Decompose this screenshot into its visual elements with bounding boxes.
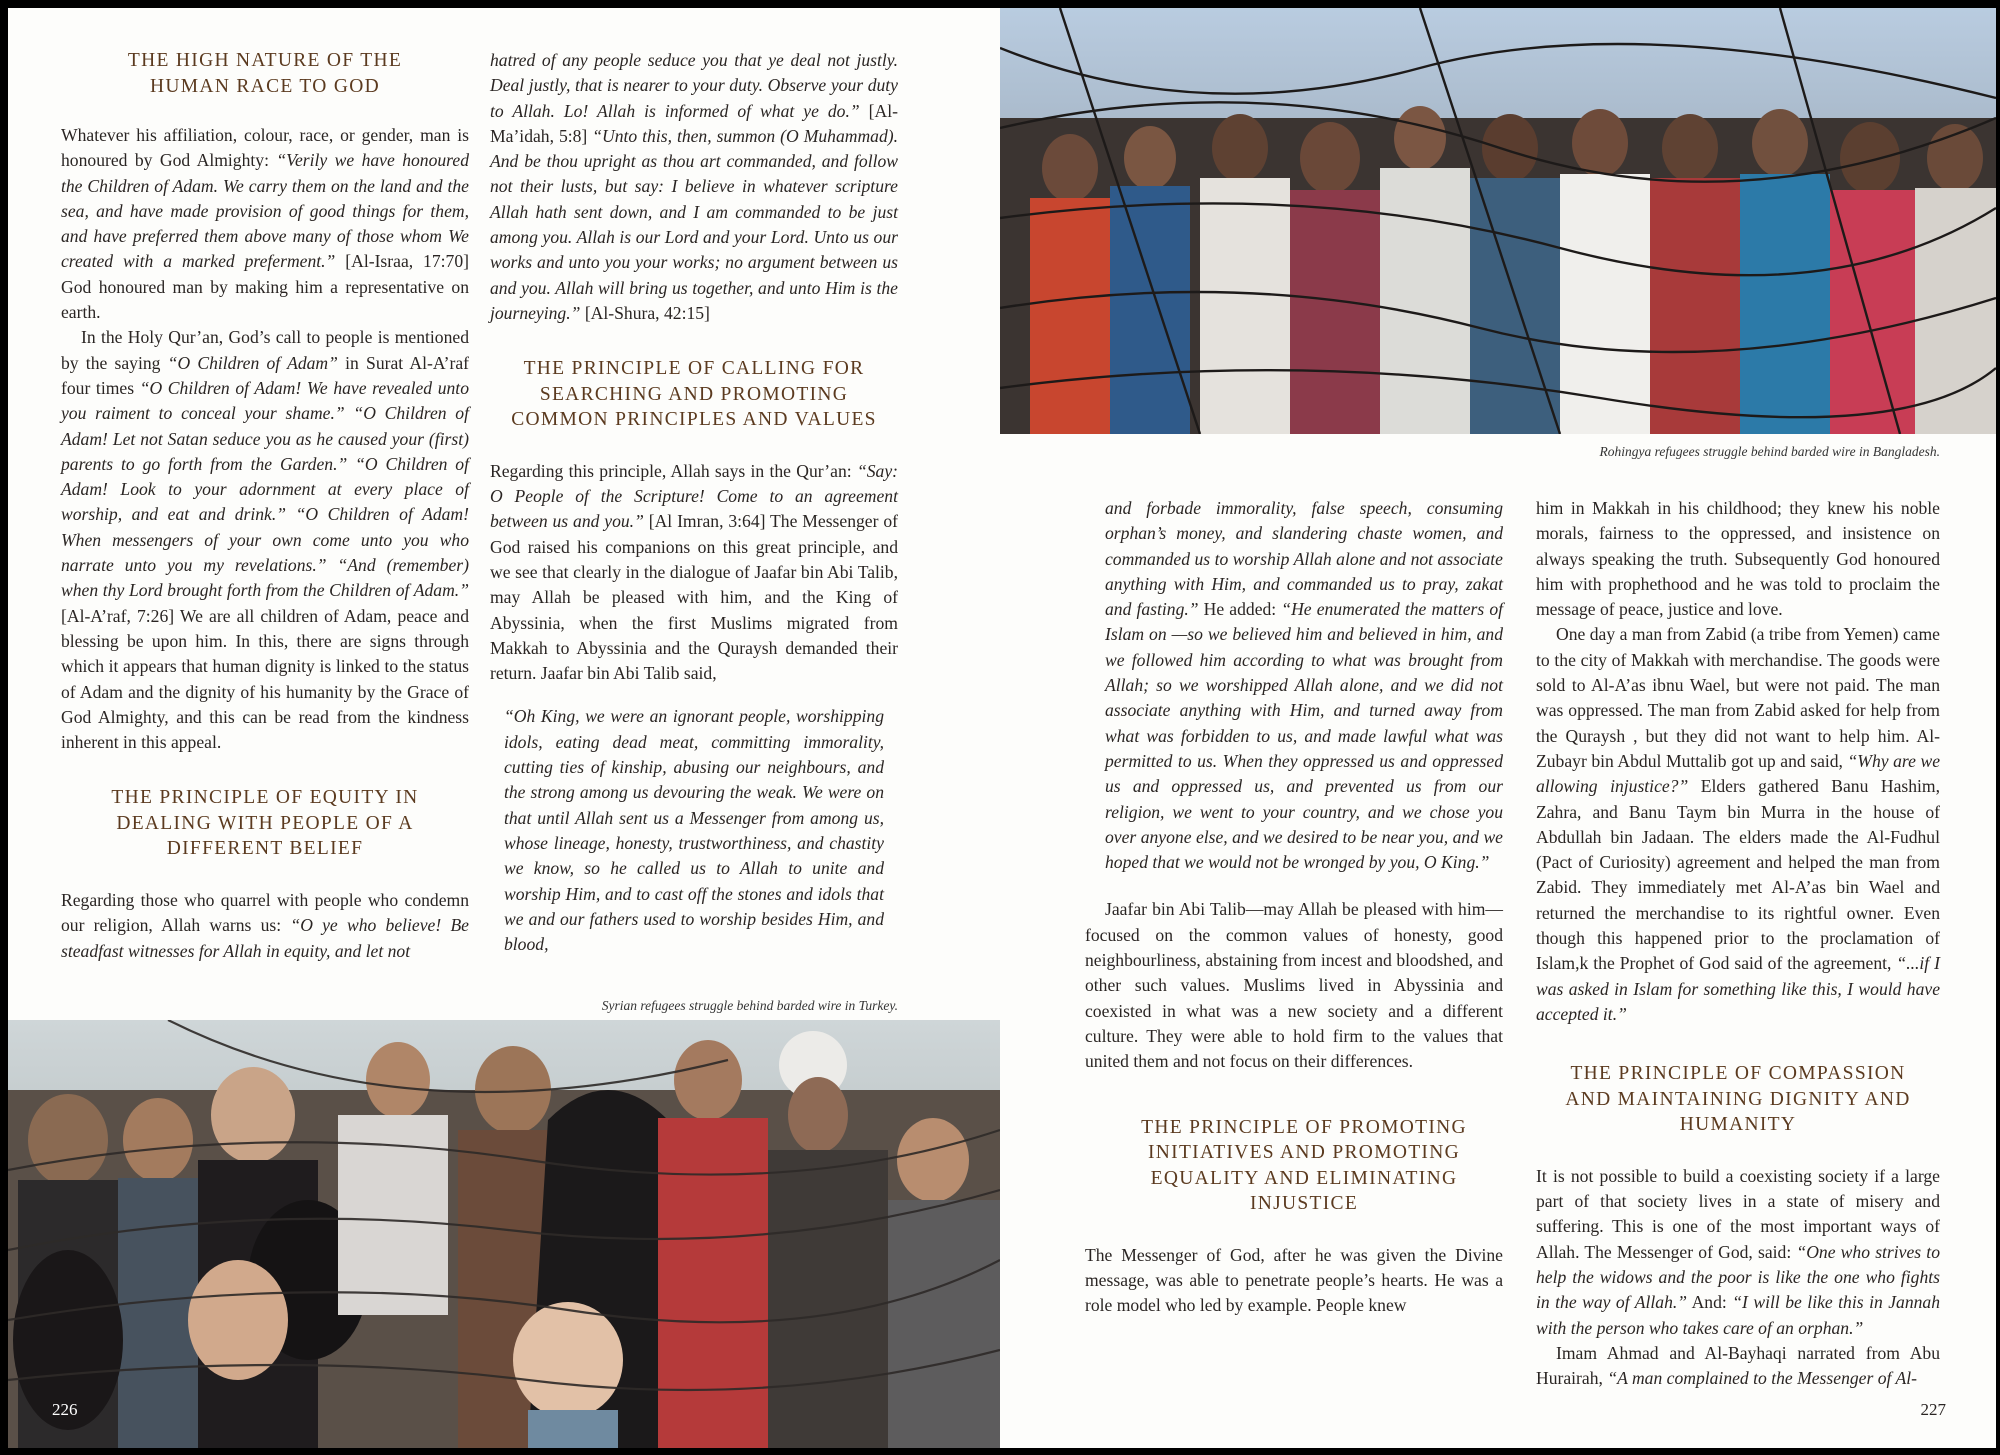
quran-quote: “O Children of Adam! We have revealed unto you raiment to conceal your shame.” “O Children of Adam! Let not Satan seduce you as he caused your (first) parents to go forth from the Garden.” “O Children of Adam! Look to your adornment at every place of worship, and eat and drink.” “O Children of Adam! When messengers of your own come unto you who narrate unto you my revelations.” “And (remember) when thy Lord brought forth from the Children of Adam.” (61, 377, 469, 601)
block-quote: “Oh King, we were an ignorant people, worshipping idols, eating dead meat, committing immorality, cutting ties of kinship, abusing our neighbours, and the strong among us devouring the weak. We were on that until Allah sent us a Messenger from among us, whose lineage, honesty, trustworthiness, and chastity we know, so he called us to Allah to unite and worship Him, and to cast off the stones and idols that we and our fathers used to worship besides Him, and blood, (504, 706, 884, 955)
quote-text: “A man complained to the Messenger of Al- (1607, 1368, 1917, 1389)
paragraph: Jaafar bin Abi Talib—may Allah be pleased with him—focused on the common values of honesty, good neighbourliness, abstaining from incest and bloodshed, and other such values. Muslims lived in Abyssinia and coexisted in what was a new society and a different culture. They were able to hold firm to the values that united them and not focus on their differences. (1085, 899, 1503, 1072)
paragraph-text: He added: (1198, 599, 1282, 620)
quote-text: “...if I was asked in Islam for something like this, I would have accepted it.” (1536, 953, 1940, 1024)
paragraph-text: [Al Imran, 3:64] The Messenger of God raised his companions on this great principle, and we see that clearly in the dialogue of Jaafar bin Abi Talib, may Allah be pleased with him, and the King of Abyssinia, when the first Muslims migrated from Makkah to Abyssinia and the Quraysh demanded their return. Jaafar bin Abi Talib said, (490, 511, 898, 684)
paragraph (490, 459, 898, 687)
paragraph-text: In the Holy Qur’an, God’s call to people is mentioned by the saying (61, 327, 469, 373)
right-page (1000, 8, 1996, 1448)
paragraph (61, 325, 469, 755)
quran-quote: “O Children of Adam” (167, 352, 338, 373)
paragraph (1105, 496, 1503, 875)
refugees-photo-bangladesh (1000, 8, 1996, 434)
paragraph-text: And: (1687, 1292, 1733, 1313)
quote-text: “He enumerated the matters of Islam on —so we believed him and believed in him, and we followed him according to what was brought from Allah; so we worshipped Allah alone, and we did not associate anything with Him, and turned away from what was forbidden to us, and made lawful what was permitted to us. When they oppressed us and oppressed us and oppressed us, and prevented us from our religion, we went to your country, and we chose you over anyone else, and we desired to be near you, and we hoped that we would not be wronged by you, O King.” (1105, 599, 1504, 873)
right-column-2 (1536, 496, 1940, 1391)
quote-text: “One who strives to help the widows and the poor is like the one who fights in the way of Allah.” (1536, 1241, 1940, 1313)
section-heading: THE PRINCIPLE OF EQUITY IN DEALING WITH PEOPLE OF A DIFFERENT BELIEF (111, 787, 419, 860)
left-column-1 (61, 48, 469, 964)
section-heading: THE PRINCIPLE OF COMPASSION AND MAINTAINING DIGNITY AND HUMANITY (1565, 1063, 1911, 1136)
paragraph-text: Elders gathered Banu Hashim, Zahra, and Banu Taym bin Murra in the house of Abdullah bin Jadaan. The elders made the Al-Fudhul (Pact of Curiosity) agreement and helped the man from Zabid. They immediately met Al-A’as bin Wael and returned the merchandise to its rightful owner. Even though this happened prior to the proclamation of Islam,k the Prophet of God said of the agreement, (1536, 776, 1940, 974)
quran-quote: “Verily we have honoured the Children of Adam. We carry them on the land and the sea, and have made provision of good things for them, and have preferred them above many of those whom We created with a marked preferment.” (61, 150, 469, 272)
paragraph-text: in Surat Al-A’raf four times (61, 352, 470, 398)
quote-text: “I will be like this in Jannah with the person who takes care of an orphan.” (1536, 1292, 1941, 1338)
paragraph-text: Imam Ahmad and Al-Bayhaqi narrated from Abu Hurairah, (1536, 1342, 1940, 1389)
paragraph-text: [Al-Ma’idah, 5:8] (490, 100, 898, 146)
page-number: 226 (52, 1400, 78, 1419)
refugees-photo-turkey (8, 1020, 1000, 1448)
quote-text: and forbade immorality, false speech, consuming orphan’s money, and slandering chaste women, and commanded us to worship Allah alone and not associate anything with Him, and commanded us to pray, zakat and fasting.” (1105, 498, 1503, 620)
quran-quote: “Say: O People of the Scripture! Come to an agreement between us and you.” (490, 460, 898, 532)
paragraph (61, 123, 469, 325)
paragraph (490, 48, 898, 326)
paragraph-text: Regarding those who quarrel with people who condemn our religion, Allah warns us: (61, 889, 469, 936)
photo-caption: Syrian refugees struggle behind barded wire in Turkey. (601, 998, 898, 1013)
section-heading: THE PRINCIPLE OF PROMOTING INITIATIVES AND PROMOTING EQUALITY AND ELIMINATING INJUSTICE (1141, 1116, 1467, 1215)
paragraph: The Messenger of God, after he was given the Divine message, was able to penetrate people’s hearts. He was a role model who led by example. People knew (1085, 1244, 1503, 1316)
paragraph-text: It is not possible to build a coexisting society if a large part of that society lives in a state of misery and suffering. This is one of the most important ways of Allah. The Messenger of God, said: (1536, 1165, 1940, 1262)
section-heading: THE PRINCIPLE OF CALLING FOR SEARCHING AND PROMOTING COMMON PRINCIPLES AND VALUES (511, 358, 877, 431)
paragraph: him in Makkah in his childhood; they knew his noble morals, fairness to the oppressed, and insistence on always speaking the truth. Subsequently God honoured him with prophethood and he was told to proclaim the message of peace, justice and love. (1536, 498, 1940, 620)
paragraph-text: [Al-Israa, 17:70] God honoured man by making him a representative on earth. (61, 251, 469, 323)
right-column-1 (1085, 496, 1504, 1318)
paragraph-text: [Al-A’raf, 7:26] We are all children of Adam, peace and blessing be upon him. In this, there are signs through which it appears that human dignity is linked to the status of Adam and the dignity of his humanity by the Grace of God Almighty, and this can be read from the kindness inherent in this appeal. (61, 605, 469, 753)
page-number: 227 (1920, 1400, 1946, 1419)
left-column-2 (490, 48, 898, 957)
paragraph (1536, 1164, 1940, 1341)
section-heading: THE HIGH NATURE OF THE HUMAN RACE TO GOD (127, 50, 403, 97)
paragraph-text: Whatever his affiliation, colour, race, or gender, man is honoured by God Almighty: (61, 125, 469, 171)
paragraph-text: Regarding this principle, Allah says in the Qur’an: (490, 460, 857, 481)
paragraph (61, 888, 469, 964)
left-page (8, 8, 1000, 1448)
paragraph (1536, 1341, 1940, 1392)
photo-illustration (8, 1020, 1000, 1448)
photo-illustration (1000, 8, 1996, 434)
paragraph-text: One day a man from Zabid (a tribe from Yemen) came to the city of Makkah with merchandise. The goods were sold to Al-A’as ibnu Wael, but were not paid. The man was oppressed. The man from Zabid asked for help from the Quraysh , but they did not want to help him. Al-Zubayr bin Abdul Muttalib got up and said, (1536, 624, 1940, 771)
quran-quote: “O ye who believe! Be steadfast witnesses for Allah in equity, and let not (61, 915, 469, 961)
quran-quote: “Unto this, then, summon (O Muhammad). And be thou upright as thou art commanded, and follow not their lusts, but say: I believe in whatever scripture Allah hath sent down, and I am commanded to be just among you. Allah is our Lord and your Lord. Unto us our works and unto you your works; no argument between us and you. Allah will bring us together, and unto Him is the journeying.” (490, 125, 899, 323)
photo-caption: Rohingya refugees struggle behind barded wire in Bangladesh. (1599, 444, 1940, 459)
quran-quote: hatred of any people seduce you that ye deal not justly. Deal justly, that is nearer to your duty. Observe your duty to Allah. Lo! Allah is informed of what ye do.” (490, 50, 898, 121)
paragraph (1536, 622, 1940, 1027)
paragraph-text: [Al-Shura, 42:15] (580, 302, 710, 323)
quote-text: “Why are we allowing injustice?” (1536, 750, 1941, 797)
